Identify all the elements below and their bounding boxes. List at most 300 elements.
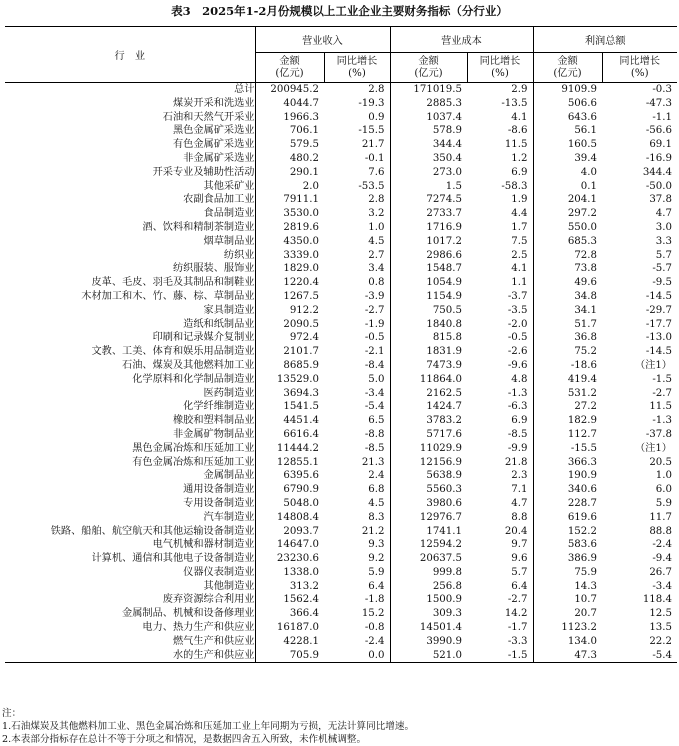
table-row <box>5 525 677 539</box>
industry-name: 非金属矿采选业 <box>176 152 255 164</box>
profit-amount-cell: 75.2 <box>533 345 602 359</box>
table-row <box>5 649 677 663</box>
cost-amount-cell: 1054.9 <box>390 276 467 290</box>
revenue-amount-cell: 6395.6 <box>255 469 324 483</box>
revenue-amount-header: 金额 (亿元) <box>255 53 324 83</box>
profit-amount-cell: 39.4 <box>533 152 602 166</box>
profit-amount-cell: 340.6 <box>533 483 602 497</box>
profit-growth-cell: -29.7 <box>645 304 672 316</box>
table-row <box>5 511 677 525</box>
profit-growth-cell: -14.5 <box>645 346 672 358</box>
revenue-amount-cell: 11444.2 <box>255 442 324 456</box>
revenue-growth-cell: 2.8 <box>368 194 385 206</box>
cost-growth-cell: -58.3 <box>501 180 528 192</box>
industry-name: 文教、工美、体育和娱乐用品制造业 <box>85 346 255 358</box>
industry-name: 化学原料和化学制品制造业 <box>125 373 255 385</box>
revenue-growth-cell: -0.5 <box>364 332 385 344</box>
cost-header: 营业成本 <box>390 27 533 53</box>
cost-growth-cell: -2.7 <box>507 594 528 606</box>
table-row <box>5 387 677 401</box>
revenue-growth-cell: 15.2 <box>361 608 385 620</box>
table-row <box>5 580 677 594</box>
cost-amount-cell: 5717.6 <box>390 428 467 442</box>
revenue-amount-cell: 1338.0 <box>255 566 324 580</box>
cost-amount-cell: 1840.8 <box>390 318 467 332</box>
revenue-amount-cell: 4044.7 <box>255 97 324 111</box>
cost-growth-cell: -8.6 <box>507 125 528 137</box>
cost-amount-cell: 3980.6 <box>390 497 467 511</box>
profit-header: 利润总额 <box>533 27 677 53</box>
cost-growth-header: 同比增长 (%) <box>467 53 533 83</box>
table-row <box>5 235 677 249</box>
profit-growth-cell: 12.5 <box>649 608 672 620</box>
revenue-growth-cell: -1.9 <box>364 318 385 330</box>
revenue-growth-cell: 6.4 <box>368 580 385 592</box>
cost-amount-cell: 521.0 <box>390 649 467 663</box>
industry-name: 烟草制品业 <box>197 235 255 247</box>
revenue-amount-cell: 366.4 <box>255 607 324 621</box>
revenue-amount-cell: 3694.3 <box>255 387 324 401</box>
cost-growth-cell: 6.9 <box>511 166 528 178</box>
profit-amount-cell: 419.4 <box>533 373 602 387</box>
cost-growth-cell: 7.5 <box>511 235 528 247</box>
profit-growth-cell: 118.4 <box>642 594 672 606</box>
revenue-growth-cell: -0.8 <box>364 622 385 634</box>
cost-amount-cell: 2986.6 <box>390 249 467 263</box>
profit-growth-cell: 20.5 <box>649 456 672 468</box>
revenue-growth-cell: -8.4 <box>364 359 385 371</box>
cost-amount-header: 金额 (亿元) <box>390 53 467 83</box>
cost-growth-cell: 11.5 <box>504 139 528 151</box>
revenue-growth-cell: 5.0 <box>368 373 385 385</box>
industry-name: 通用设备制造业 <box>176 484 255 496</box>
industry-name: 煤炭开采和洗选业 <box>166 97 255 109</box>
cost-growth-cell: 2.3 <box>511 470 528 482</box>
cost-growth-cell: -13.5 <box>501 97 528 109</box>
profit-growth-cell: 5.9 <box>655 497 672 509</box>
profit-amount-cell: 386.9 <box>533 552 602 566</box>
revenue-amount-cell: 480.2 <box>255 152 324 166</box>
cost-amount-cell: 5560.3 <box>390 483 467 497</box>
revenue-growth-cell: 21.2 <box>361 525 385 537</box>
profit-amount-cell: 34.8 <box>533 290 602 304</box>
revenue-growth-cell: 3.4 <box>368 263 385 275</box>
revenue-growth-cell: -1.8 <box>364 594 385 606</box>
profit-growth-cell: -3.4 <box>652 580 672 592</box>
revenue-amount-cell: 16187.0 <box>255 621 324 635</box>
revenue-amount-cell: 1829.0 <box>255 262 324 276</box>
profit-growth-cell: 88.8 <box>649 525 672 537</box>
profit-growth-cell: 22.2 <box>649 635 672 647</box>
profit-amount-cell: 49.6 <box>533 276 602 290</box>
profit-amount-cell: 190.9 <box>533 469 602 483</box>
profit-growth-cell: 344.4 <box>642 166 672 178</box>
profit-amount-cell: 75.9 <box>533 566 602 580</box>
table-row <box>5 497 677 511</box>
profit-growth-cell: -1.1 <box>652 111 672 123</box>
cost-amount-cell: 3783.2 <box>390 414 467 428</box>
cost-amount-cell: 171019.5 <box>390 83 467 97</box>
cost-growth-cell: -1.3 <box>507 387 528 399</box>
profit-growth-cell: -1.3 <box>652 415 672 427</box>
cost-amount-cell: 273.0 <box>390 166 467 180</box>
industry-name: 开采专业及辅助性活动 <box>146 166 255 178</box>
profit-growth-cell: 37.8 <box>649 194 672 206</box>
profit-growth-cell: -50.0 <box>645 180 672 192</box>
profit-growth-cell: （注1） <box>634 442 672 454</box>
profit-growth-cell: 5.7 <box>655 249 672 261</box>
profit-growth-cell: -5.4 <box>602 649 677 663</box>
cost-amount-cell: 11864.0 <box>390 373 467 387</box>
industry-name: 石油和天然气开采业 <box>156 111 255 123</box>
cost-amount-cell: 12594.2 <box>390 538 467 552</box>
cost-growth-cell: -8.5 <box>507 428 528 440</box>
cost-growth-cell: -2.6 <box>507 346 528 358</box>
profit-growth-header: 同比增长 (%) <box>602 53 677 83</box>
industry-name: 纺织服装、服饰业 <box>166 263 255 275</box>
profit-growth-cell: -0.3 <box>602 83 677 97</box>
cost-growth-cell: 9.6 <box>511 553 528 565</box>
profit-growth-cell: 69.1 <box>649 139 672 151</box>
profit-growth-cell: 1.0 <box>655 470 672 482</box>
profit-amount-cell: 134.0 <box>533 635 602 649</box>
table-row <box>5 290 677 304</box>
profit-growth-cell: 13.5 <box>649 622 672 634</box>
profit-amount-cell: -15.5 <box>533 442 602 456</box>
table-row <box>5 180 677 194</box>
revenue-growth-cell: -3.9 <box>364 290 385 302</box>
revenue-growth-cell: -2.1 <box>364 346 385 358</box>
cost-amount-cell: 344.4 <box>390 138 467 152</box>
revenue-growth-header: 同比增长 (%) <box>324 53 390 83</box>
profit-amount-cell: 0.1 <box>533 180 602 194</box>
profit-growth-cell: -47.3 <box>645 97 672 109</box>
table-row <box>5 83 677 97</box>
profit-amount-cell: 72.8 <box>533 249 602 263</box>
revenue-amount-cell: 7911.1 <box>255 193 324 207</box>
table-row <box>5 318 677 332</box>
revenue-amount-cell: 2.0 <box>255 180 324 194</box>
profit-amount-cell: 619.6 <box>533 511 602 525</box>
profit-amount-cell: 643.6 <box>533 111 602 125</box>
revenue-amount-cell: 14808.4 <box>255 511 324 525</box>
profit-growth-cell: -2.4 <box>652 539 672 551</box>
table-row <box>5 607 677 621</box>
revenue-amount-cell: 912.2 <box>255 304 324 318</box>
industry-name: 木材加工和木、竹、藤、棕、草制品业 <box>74 290 255 302</box>
industry-name: 专用设备制造业 <box>176 497 255 509</box>
cost-amount-cell: 256.8 <box>390 580 467 594</box>
profit-amount-cell: 9109.9 <box>533 83 602 97</box>
cost-growth-cell: -2.0 <box>507 318 528 330</box>
profit-amount-cell: 160.5 <box>533 138 602 152</box>
revenue-amount-cell: 313.2 <box>255 580 324 594</box>
revenue-amount-cell: 12855.1 <box>255 456 324 470</box>
cost-growth-cell: -6.3 <box>507 401 528 413</box>
revenue-growth-cell: 1.0 <box>368 221 385 233</box>
profit-growth-cell: 4.7 <box>655 208 672 220</box>
revenue-amount-cell: 4451.4 <box>255 414 324 428</box>
industry-name: 石油、煤炭及其他燃料加工业 <box>115 359 255 371</box>
cost-amount-cell: 1716.9 <box>390 221 467 235</box>
cost-growth-cell: -3.3 <box>507 635 528 647</box>
industry-name: 家具制造业 <box>197 304 255 316</box>
revenue-growth-cell: 21.3 <box>361 456 385 468</box>
note-2: 2.本表部分指标存在总计不等于分项之和情况，是数据四舍五入所致，未作机械调整。 <box>2 734 367 745</box>
industry-name: 纺织业 <box>217 249 255 261</box>
cost-amount-cell: 750.5 <box>390 304 467 318</box>
revenue-amount-cell: 200945.2 <box>255 83 324 97</box>
table-row <box>5 469 677 483</box>
table-row <box>5 331 677 345</box>
table-row <box>5 552 677 566</box>
cost-amount-cell: 350.4 <box>390 152 467 166</box>
industry-name: 电气机械和器材制造业 <box>146 539 255 551</box>
cost-amount-cell: 999.8 <box>390 566 467 580</box>
cost-growth-cell: 9.7 <box>511 539 528 551</box>
revenue-amount-cell: 290.1 <box>255 166 324 180</box>
profit-growth-cell: -9.5 <box>652 277 672 289</box>
table-title: 表3 2025年1-2月份规模以上工业企业主要财务指标（分行业） <box>171 4 508 18</box>
revenue-growth-cell: -2.4 <box>364 635 385 647</box>
revenue-amount-cell: 2101.7 <box>255 345 324 359</box>
revenue-growth-cell: 8.3 <box>368 511 385 523</box>
table-row <box>5 538 677 552</box>
revenue-growth-cell: 4.5 <box>368 497 385 509</box>
profit-amount-cell: 14.3 <box>533 580 602 594</box>
revenue-amount-cell: 6616.4 <box>255 428 324 442</box>
cost-amount-cell: 1.5 <box>390 180 467 194</box>
cost-growth-cell: 14.2 <box>504 608 528 620</box>
cost-amount-cell: 7473.9 <box>390 359 467 373</box>
table-row <box>5 249 677 263</box>
industry-name: 电力、热力生产和供应业 <box>135 622 255 634</box>
table-row <box>5 621 677 635</box>
profit-amount-cell: 36.8 <box>533 331 602 345</box>
revenue-growth-cell: 3.2 <box>368 208 385 220</box>
cost-growth-cell: 4.1 <box>511 263 528 275</box>
revenue-amount-cell: 6790.9 <box>255 483 324 497</box>
cost-growth-cell: 4.8 <box>511 373 528 385</box>
cost-amount-cell: 1500.9 <box>390 593 467 607</box>
table-row <box>5 138 677 152</box>
profit-growth-cell: -17.7 <box>645 318 672 330</box>
profit-growth-cell: 11.7 <box>649 511 672 523</box>
industry-name: 化学纤维制造业 <box>176 401 255 413</box>
revenue-growth-cell: 0.0 <box>324 649 390 663</box>
profit-amount-cell: 685.3 <box>533 235 602 249</box>
revenue-amount-cell: 705.9 <box>255 649 324 663</box>
revenue-amount-cell: 3530.0 <box>255 207 324 221</box>
cost-amount-cell: 1424.7 <box>390 400 467 414</box>
cost-growth-cell: -9.9 <box>507 442 528 454</box>
profit-growth-cell: 6.0 <box>655 484 672 496</box>
industry-name: 黑色金属冶炼和压延加工业 <box>125 442 255 454</box>
profit-growth-cell: -14.5 <box>645 290 672 302</box>
revenue-header: 营业收入 <box>255 27 390 53</box>
revenue-growth-cell: 2.8 <box>324 83 390 97</box>
profit-amount-cell: 10.7 <box>533 593 602 607</box>
industry-name: 有色金属矿采选业 <box>166 139 255 151</box>
revenue-growth-cell: 6.8 <box>368 484 385 496</box>
table-row <box>5 97 677 111</box>
revenue-growth-cell: -5.4 <box>364 401 385 413</box>
table-row <box>5 221 677 235</box>
industry-name: 铁路、船舶、航空航天和其他运输设备制造业 <box>50 525 255 537</box>
cost-amount-cell: 1017.2 <box>390 235 467 249</box>
table-row <box>5 593 677 607</box>
cost-growth-cell: 6.4 <box>511 580 528 592</box>
revenue-growth-cell: -15.5 <box>358 125 385 137</box>
table-row <box>5 111 677 125</box>
cost-amount-cell: 3990.9 <box>390 635 467 649</box>
industry-name: 汽车制造业 <box>197 511 255 523</box>
cost-growth-cell: 4.1 <box>511 111 528 123</box>
revenue-growth-cell: -3.4 <box>364 387 385 399</box>
revenue-growth-cell: 6.5 <box>368 415 385 427</box>
cost-amount-cell: 1831.9 <box>390 345 467 359</box>
cost-growth-cell: 8.8 <box>511 511 528 523</box>
revenue-amount-cell: 3339.0 <box>255 249 324 263</box>
profit-growth-cell: -13.0 <box>645 332 672 344</box>
table-row <box>5 276 677 290</box>
cost-growth-cell: -1.5 <box>467 649 533 663</box>
revenue-growth-cell: 4.5 <box>368 235 385 247</box>
profit-amount-cell: 550.0 <box>533 221 602 235</box>
cost-amount-cell: 2885.3 <box>390 97 467 111</box>
cost-amount-cell: 815.8 <box>390 331 467 345</box>
table-row <box>5 483 677 497</box>
revenue-amount-cell: 14647.0 <box>255 538 324 552</box>
industry-name: 计算机、通信和其他电子设备制造业 <box>85 553 255 565</box>
industry-name: 金属制品业 <box>197 470 255 482</box>
note-1: 1.石油煤炭及其他燃料加工业、黑色金属冶炼和压延加工业上年同期为亏损，无法计算同比增速。 <box>2 721 415 732</box>
revenue-amount-cell: 2093.7 <box>255 525 324 539</box>
revenue-amount-cell: 1966.3 <box>255 111 324 125</box>
profit-amount-cell: 4.0 <box>533 166 602 180</box>
revenue-growth-cell: 5.9 <box>368 566 385 578</box>
industry-name: 印刷和记录媒介复制业 <box>146 332 255 344</box>
revenue-growth-cell: 21.7 <box>361 139 385 151</box>
profit-growth-cell: -1.5 <box>652 373 672 385</box>
cost-growth-cell: 20.4 <box>504 525 528 537</box>
revenue-growth-cell: -0.1 <box>364 152 385 164</box>
footnotes <box>2 707 677 746</box>
profit-amount-cell: 182.9 <box>533 414 602 428</box>
industry-name: 非金属矿物制品业 <box>166 428 255 440</box>
cost-growth-cell: 4.7 <box>511 497 528 509</box>
profit-amount-cell: 506.6 <box>533 97 602 111</box>
table-row <box>5 400 677 414</box>
table-row <box>5 456 677 470</box>
table-row <box>5 166 677 180</box>
profit-amount-cell: 366.3 <box>533 456 602 470</box>
profit-amount-cell: 34.1 <box>533 304 602 318</box>
cost-growth-cell: 7.1 <box>511 484 528 496</box>
revenue-growth-cell: -8.5 <box>364 442 385 454</box>
cost-amount-cell: 12976.7 <box>390 511 467 525</box>
profit-growth-cell: -37.8 <box>645 428 672 440</box>
industry-name: 有色金属冶炼和压延加工业 <box>125 456 255 468</box>
cost-amount-cell: 1037.4 <box>390 111 467 125</box>
revenue-amount-cell: 4228.1 <box>255 635 324 649</box>
revenue-amount-cell: 23230.6 <box>255 552 324 566</box>
profit-amount-cell: 27.2 <box>533 400 602 414</box>
cost-amount-cell: 309.3 <box>390 607 467 621</box>
profit-amount-cell: 51.7 <box>533 318 602 332</box>
table-row <box>5 359 677 373</box>
profit-amount-cell: 112.7 <box>533 428 602 442</box>
profit-amount-cell: 152.2 <box>533 525 602 539</box>
profit-amount-cell: 20.7 <box>533 607 602 621</box>
cost-growth-cell: -9.6 <box>507 359 528 371</box>
profit-amount-cell: 531.2 <box>533 387 602 401</box>
table-row <box>5 193 677 207</box>
cost-amount-cell: 1548.7 <box>390 262 467 276</box>
industry-header: 行 业 <box>5 27 255 83</box>
table-row <box>5 207 677 221</box>
profit-growth-cell: 3.0 <box>655 221 672 233</box>
cost-growth-cell: -3.5 <box>507 304 528 316</box>
cost-amount-cell: 20637.5 <box>390 552 467 566</box>
profit-growth-cell: -2.7 <box>652 387 672 399</box>
profit-amount-cell: 583.6 <box>533 538 602 552</box>
table-row <box>5 373 677 387</box>
table-row <box>5 442 677 456</box>
revenue-growth-cell: 7.6 <box>368 166 385 178</box>
revenue-growth-cell: 9.3 <box>368 539 385 551</box>
cost-growth-cell: 1.7 <box>511 221 528 233</box>
cost-growth-cell: 1.9 <box>511 194 528 206</box>
financial-indicators-table <box>5 26 677 663</box>
cost-growth-cell: 6.9 <box>511 415 528 427</box>
cost-amount-cell: 5638.9 <box>390 469 467 483</box>
cost-amount-cell: 11029.9 <box>390 442 467 456</box>
cost-growth-cell: -3.7 <box>507 290 528 302</box>
industry-name: 橡胶和塑料制品业 <box>166 415 255 427</box>
table-row <box>5 262 677 276</box>
industry-name: 皮革、毛皮、羽毛及其制品和制鞋业 <box>85 277 255 289</box>
table-row <box>5 152 677 166</box>
cost-amount-cell: 2733.7 <box>390 207 467 221</box>
profit-amount-cell: 73.8 <box>533 262 602 276</box>
revenue-growth-cell: 9.2 <box>368 553 385 565</box>
profit-growth-cell: -5.7 <box>652 263 672 275</box>
revenue-amount-cell: 972.4 <box>255 331 324 345</box>
table-row <box>5 428 677 442</box>
table-row <box>5 414 677 428</box>
table-row <box>5 345 677 359</box>
revenue-amount-cell: 2819.6 <box>255 221 324 235</box>
revenue-growth-cell: -19.3 <box>358 97 385 109</box>
cost-growth-cell: -0.5 <box>507 332 528 344</box>
industry-name: 食品制造业 <box>197 208 255 220</box>
table-row <box>5 635 677 649</box>
cost-amount-cell: 12156.9 <box>390 456 467 470</box>
revenue-growth-cell: -2.7 <box>364 304 385 316</box>
profit-growth-cell: 11.5 <box>649 401 672 413</box>
profit-growth-cell: -9.4 <box>652 553 672 565</box>
profit-amount-cell: 204.1 <box>533 193 602 207</box>
revenue-amount-cell: 1562.4 <box>255 593 324 607</box>
profit-growth-cell: 26.7 <box>649 566 672 578</box>
revenue-amount-cell: 5048.0 <box>255 497 324 511</box>
revenue-amount-cell: 2090.5 <box>255 318 324 332</box>
table-body <box>5 83 677 663</box>
cost-growth-cell: 2.5 <box>511 249 528 261</box>
note-heading: 注： <box>2 708 22 719</box>
cost-amount-cell: 2162.5 <box>390 387 467 401</box>
